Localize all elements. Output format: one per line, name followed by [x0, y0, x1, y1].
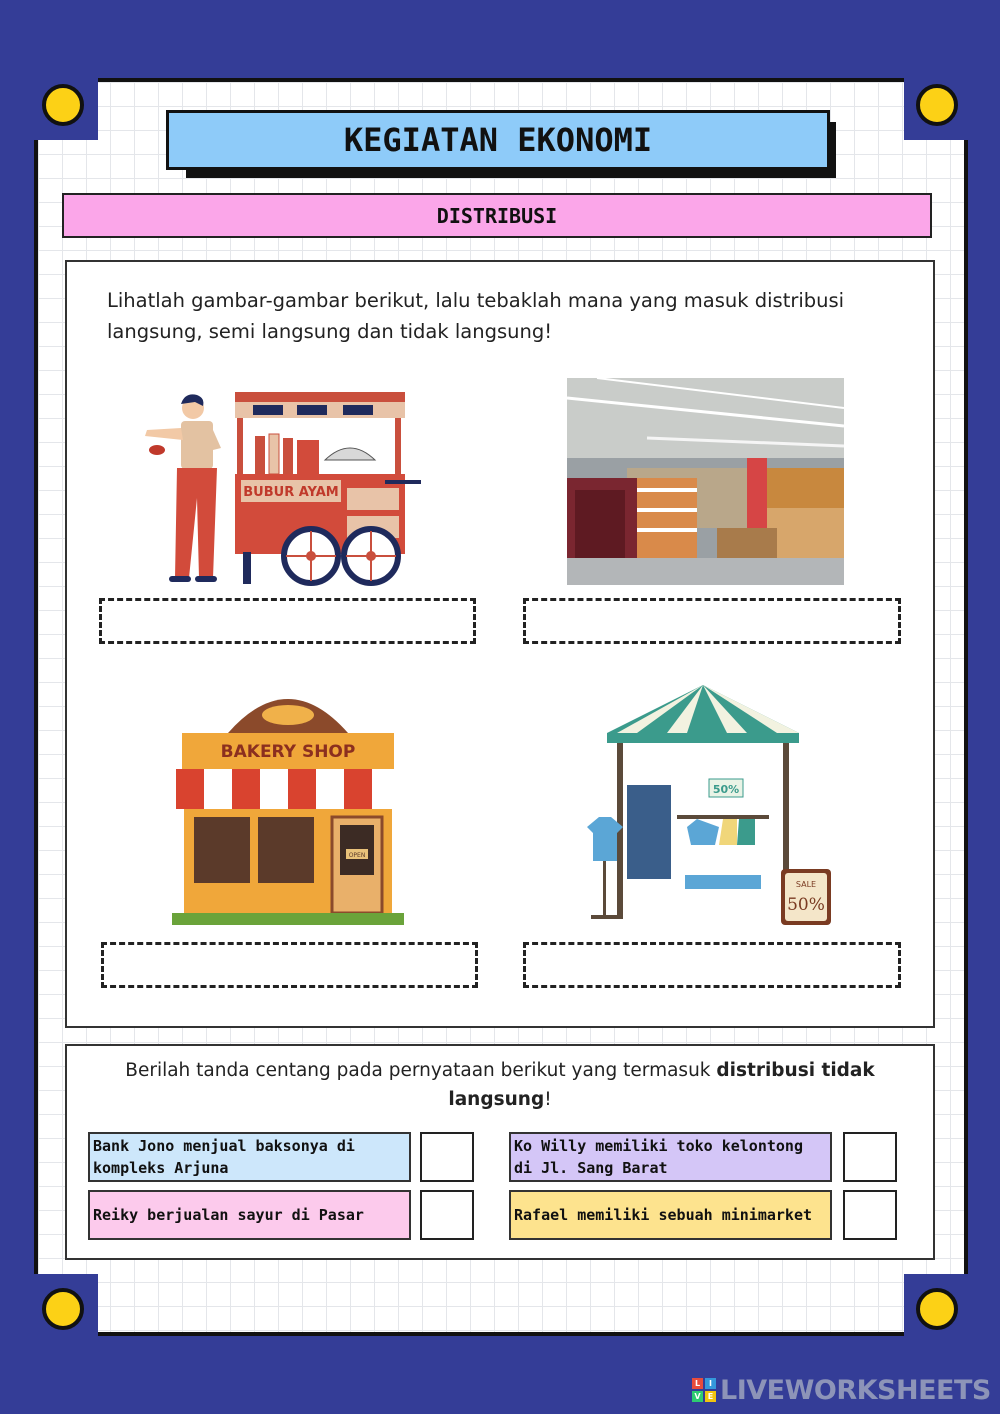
corner-dot-bottom-left [42, 1288, 84, 1330]
logo-letter-e: E [705, 1391, 716, 1402]
bakery-sign-text: BAKERY SHOP [220, 742, 356, 762]
checkbox-statement-2[interactable] [843, 1132, 897, 1182]
checklist-instruction-bold: distribusi tidak langsung [448, 1060, 875, 1110]
statement-3: Reiky berjualan sayur di Pasar [88, 1190, 411, 1240]
logo-grid-icon [692, 1378, 716, 1402]
stall-badge-text: 50% [712, 783, 740, 796]
answer-box-4[interactable] [523, 942, 901, 988]
section-subtitle: DISTRIBUSI [62, 193, 932, 238]
answer-box-1[interactable] [99, 598, 476, 644]
logo-letter-l: L [692, 1378, 703, 1389]
supermarket-photo [567, 378, 844, 585]
page-title: KEGIATAN EKONOMI [166, 110, 830, 170]
logo-text: LIVEWORKSHEETS [720, 1374, 991, 1406]
sale-label-text: SALE [795, 880, 817, 889]
cart-sign-text: BUBUR AYAM [243, 485, 339, 500]
corner-dot-bottom-right [916, 1288, 958, 1330]
checklist-instruction-pre: Berilah tanda centang pada pernyataan berikut yang termasuk [125, 1060, 717, 1081]
statement-2: Ko Willy memiliki toko kelontong di Jl. Sang Barat [509, 1132, 832, 1182]
logo-letter-v: V [692, 1391, 703, 1402]
sale-value-text: 50% [787, 895, 825, 915]
corner-dot-top-left [42, 84, 84, 126]
checklist-instruction-post: ! [544, 1089, 552, 1110]
checkbox-statement-3[interactable] [420, 1190, 474, 1240]
clothing-stall-image [577, 685, 833, 927]
checkbox-statement-1[interactable] [420, 1132, 474, 1182]
statement-1: Bank Jono menjual baksonya di kompleks Arjuna [88, 1132, 411, 1182]
corner-dot-top-right [916, 84, 958, 126]
liveworksheets-logo [692, 1374, 991, 1406]
bakery-door-sign-text: OPEN [348, 852, 366, 859]
checklist-instruction [100, 1056, 900, 1114]
answer-box-2[interactable] [523, 598, 901, 644]
checkbox-statement-4[interactable] [843, 1190, 897, 1240]
statement-4: Rafael memiliki sebuah minimarket [509, 1190, 832, 1240]
bubur-ayam-cart-image [125, 388, 425, 588]
answer-box-3[interactable] [101, 942, 478, 988]
bakery-shop-image [172, 683, 404, 925]
logo-letter-i: I [705, 1378, 716, 1389]
instruction-text: Lihatlah gambar-gambar berikut, lalu tebaklah mana yang masuk distribusi langsung, semi langsung dan tidak langsung! [107, 289, 845, 343]
